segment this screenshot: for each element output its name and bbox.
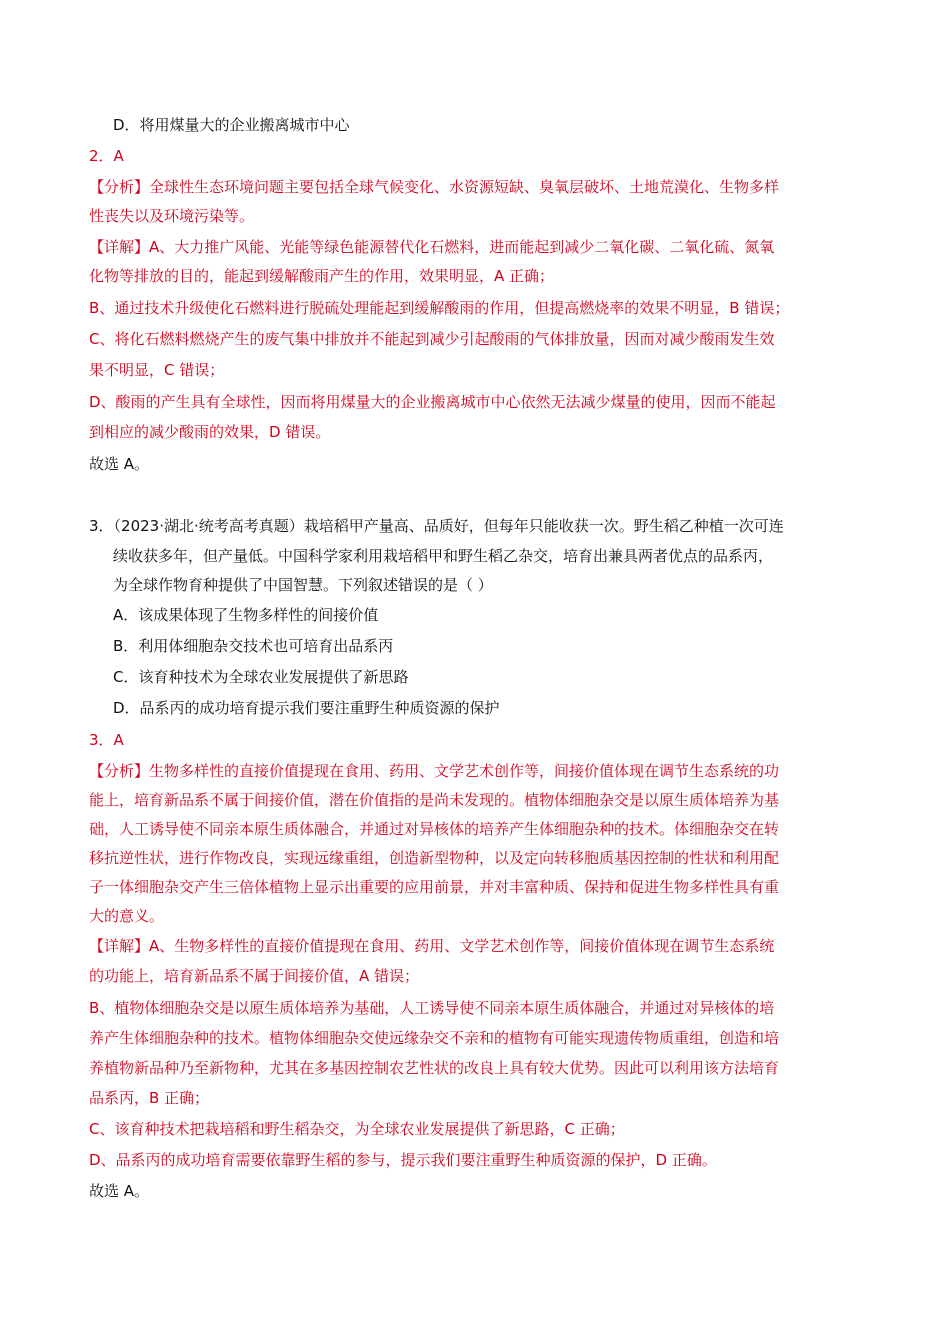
q3-detail-line: 【详解】A、生物多样性的直接价值提现在食用、药用、文学艺术创作等，间接价值体现在调节生态系统 (89, 937, 775, 955)
q2-choice: 故选 A。 (89, 455, 150, 473)
q3-analysis-line: 能上，培育新品系不属于间接价值，潜在价值指的是尚未发现的。植物体细胞杂交是以原生质体培养为基 (89, 791, 780, 809)
q2-detail-line: 化物等排放的目的，能起到缓解酸雨产生的作用，效果明显，A 正确； (89, 267, 555, 285)
q3-stem-line: 3．（2023·湖北·统考高考真题）栽培稻甲产量高、品质好，但每年只能收获一次。野生稻乙种植一次可连 (89, 517, 784, 535)
q2-detail-line: B、通过技术升级使化石燃料进行脱硫处理能起到缓解酸雨的作用，但提高燃烧率的效果不明显，B 错误； (89, 299, 790, 317)
q3-stem-line: 续收获多年，但产量低。中国科学家利用栽培稻甲和野生稻乙杂交，培育出兼具两者优点的品系丙， (113, 547, 774, 565)
q3-analysis-line: 移抗逆性状，进行作物改良，实现远缘重组，创造新型物种，以及定向转移胞质基因控制的性状和利用配 (89, 849, 780, 867)
q2-analysis-line: 【分析】全球性生态环境问题主要包括全球气候变化、水资源短缺、臭氧层破坏、土地荒漠化、生物多样 (89, 178, 780, 196)
q3-analysis-line: 大的意义。 (89, 907, 165, 925)
q3-detail-line: C、该育种技术把栽培稻和野生稻杂交，为全球农业发展提供了新思路，C 正确； (89, 1120, 625, 1138)
q3-choice: 故选 A。 (89, 1182, 150, 1200)
q2-detail-line: 【详解】A、大力推广风能、光能等绿色能源替代化石燃料，进而能起到减少二氧化碳、二氧化硫、氮氧 (89, 238, 775, 256)
q3-detail-line: 养植物新品种乃至新物种，尤其在多基因控制农艺性状的改良上具有较大优势。因此可以利用该方法培育 (89, 1059, 780, 1077)
q3-detail-line: D、品系丙的成功培育需要依靠野生稻的参与，提示我们要注重野生种质资源的保护，D 正确。 (89, 1151, 717, 1169)
q3-option-d: D．品系丙的成功培育提示我们要注重野生种质资源的保护 (113, 699, 500, 717)
q2-detail-line: C、将化石燃料燃烧产生的废气集中排放并不能起到减少引起酸雨的气体排放量，因而对减少酸雨发生效 (89, 330, 775, 348)
q3-detail-line: B、植物体细胞杂交是以原生质体培养为基础，人工诱导使不同亲本原生质体融合，并通过对异核体的培 (89, 999, 775, 1017)
q2-option-d: D．将用煤量大的企业搬离城市中心 (113, 116, 350, 134)
q3-stem-line: 为全球作物育种提供了中国智慧。下列叙述错误的是（ ） (113, 576, 493, 594)
q3-analysis-line: 【分析】生物多样性的直接价值提现在食用、药用、文学艺术创作等，间接价值体现在调节生态系统的功 (89, 762, 780, 780)
q3-detail-line: 养产生体细胞杂种的技术。植物体细胞杂交使远缘杂交不亲和的植物有可能实现遗传物质重组，创造和培 (89, 1029, 780, 1047)
q3-option-c: C．该育种技术为全球农业发展提供了新思路 (113, 668, 409, 686)
q2-answer: 2．A (89, 147, 124, 165)
q2-analysis-line: 性丧失以及环境污染等。 (89, 207, 255, 225)
q2-detail-line: D、酸雨的产生具有全球性，因而将用煤量大的企业搬离城市中心依然无法减少煤量的使用，因而不能起 (89, 393, 776, 411)
q3-option-a: A．该成果体现了生物多样性的间接价值 (113, 606, 379, 624)
q2-detail-line: 果不明显，C 错误； (89, 361, 225, 379)
q3-analysis-line: 础，人工诱导使不同亲本原生质体融合，并通过对异核体的培养产生体细胞杂种的技术。体细胞杂交在转 (89, 820, 780, 838)
q2-detail-line: 到相应的减少酸雨的效果，D 错误。 (89, 423, 331, 441)
q3-analysis-line: 子一体细胞杂交产生三倍体植物上显示出重要的应用前景，并对丰富种质、保持和促进生物多样性具有重 (89, 878, 780, 896)
q3-detail-line: 品系丙，B 正确； (89, 1089, 210, 1107)
q3-option-b: B．利用体细胞杂交技术也可培育出品系丙 (113, 637, 394, 655)
q3-answer: 3．A (89, 731, 124, 749)
q3-detail-line: 的功能上，培育新品系不属于间接价值，A 错误； (89, 967, 420, 985)
